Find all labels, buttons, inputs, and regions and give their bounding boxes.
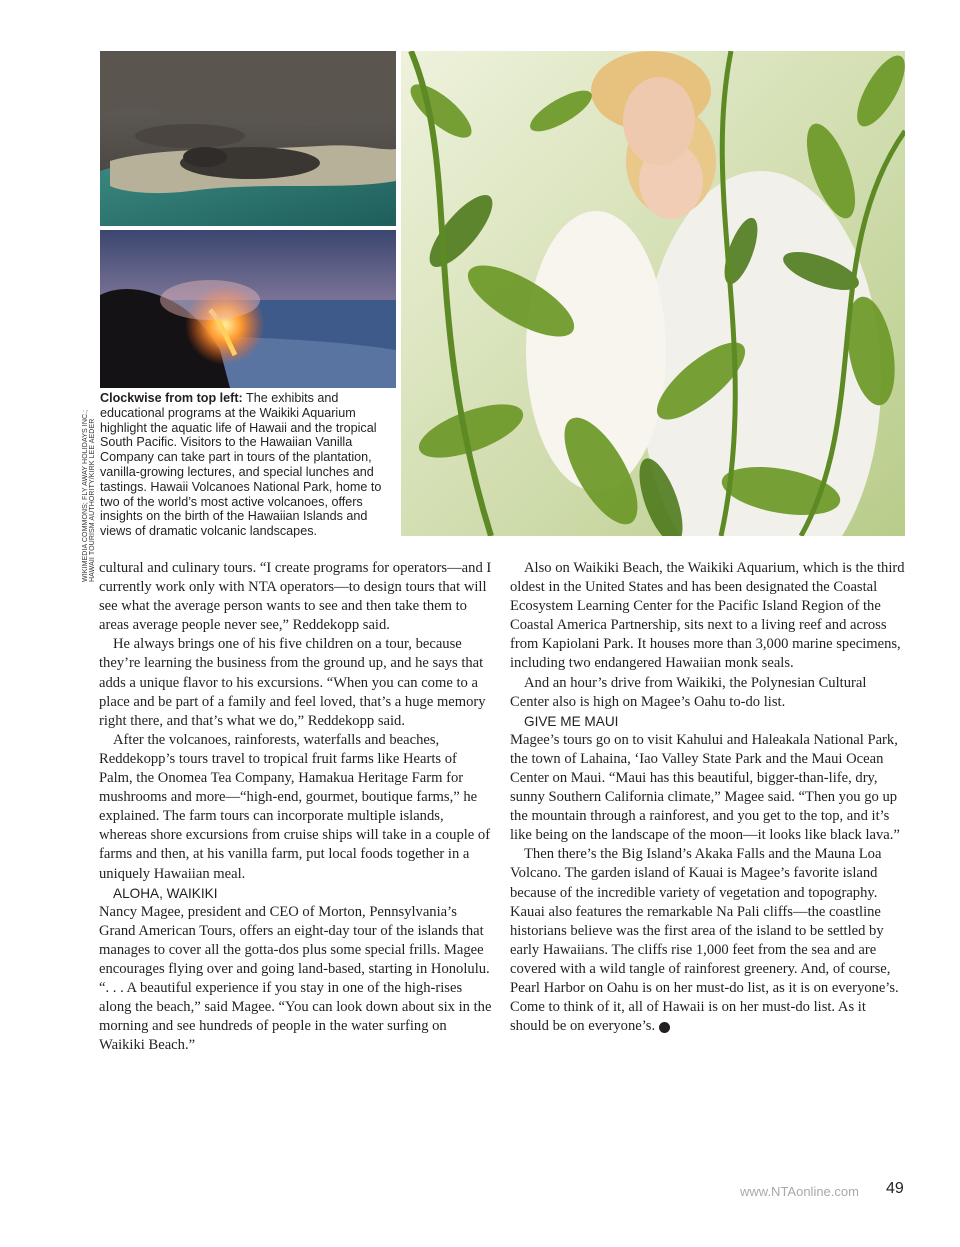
footer-url: www.NTAonline.com bbox=[740, 1184, 859, 1199]
article-column-right bbox=[510, 559, 906, 1036]
photo-credit-line-2: HAWAII TOURISM AUTHORITY/KIRK LEE AEDER bbox=[89, 418, 96, 582]
photo-aquarium-monk-seals bbox=[100, 51, 396, 226]
caption-lead: Clockwise from top left: bbox=[100, 391, 243, 405]
monk-seals-image bbox=[100, 51, 396, 226]
subhead-aloha-waikiki: ALOHA, WAIKIKI bbox=[113, 885, 218, 901]
paragraph: He always brings one of his five children on a tour, because they’re learning the business from the ground up, and he says that adds a unique flavor to his excursions. “When you can come to a place and be part of a family and feel loved, that’s a huge memory right there, and that’s what we do,” Reddekopp said. bbox=[99, 636, 486, 729]
vanilla-plantation-image bbox=[401, 51, 905, 536]
paragraph: Also on Waikiki Beach, the Waikiki Aquarium, which is the third oldest in the United States and has been designated the Coastal Ecosystem Learning Center for the Pacific Island Region of the Coastal America Partnership, sits next to a living reef and across from Kapiolani Park. It houses more than 3,000 marine specimens, including two endangered Hawaiian monk seals. bbox=[510, 560, 905, 672]
paragraph: Magee’s tours go on to visit Kahului and Haleakala National Park, the town of Lahaina, ‘Iao Valley State Park and the Maui Ocean Center on Maui. “Maui has this beautiful, bigger-than-life, dry, sunny Southern California climate,” Magee said. “Then you go up the mountain through a rainforest, and you get to the top, and it’s like being on the landscape of the moon—it looks like black lava.” bbox=[510, 731, 900, 844]
article-column-left bbox=[99, 559, 493, 1055]
caption-text: The exhibits and educational programs at the Waikiki Aquarium highlight the aquatic life of Hawaii and the tropical South Pacific. Visitors to the Hawaiian Vanilla Company can take part in tours of the plantation, vanilla-growing lectures, and special lunches and tastings. Hawaii Volcanoes National Park, home to two of the world’s most active volcanoes, offers insights on the birth of the Hawaiian Islands and views of dramatic volcanic landscapes. bbox=[100, 391, 382, 539]
photo-vanilla-plantation bbox=[401, 51, 905, 536]
photo-credit-line-1: WIKIMEDIA COMMONS; FLY AWAY HOLIDAYS INC.; bbox=[82, 409, 89, 582]
end-mark-icon: C bbox=[659, 1022, 670, 1033]
paragraph: And an hour’s drive from Waikiki, the Polynesian Cultural Center also is high on Magee’s Oahu to-do list. bbox=[510, 674, 867, 710]
final-paragraph-text: Then there’s the Big Island’s Akaka Falls and the Mauna Loa Volcano. The garden island of Kauai is Magee’s favorite island because of the incredible variety of vegetation and topography. Kauai also features the remarkable Na Pali cliffs—the coastline historians believe was the first area of the island to be settled by early Hawaiians. The cliffs rise 1,000 feet from the sea and are covered with a wild tangle of rainforest greenery. And, of course, Pearl Harbor on Oahu is on her must-do list, as it is on everyone’s. Come to think of it, all of Hawaii is on her must-do list. As it should be on everyone’s. bbox=[510, 846, 899, 1035]
paragraph: cultural and culinary tours. “I create programs for operators—and I currently work only with NTA operators—to design tours that will see what the average person wants to see and then take them to areas average people never see,” Reddekopp said. bbox=[99, 560, 492, 634]
photo-volcano-lava bbox=[100, 230, 396, 388]
photo-caption bbox=[100, 391, 396, 539]
page-number: 49 bbox=[886, 1180, 904, 1197]
photo-credit bbox=[82, 392, 96, 582]
volcano-image bbox=[100, 230, 396, 388]
subhead-give-me-maui: GIVE ME MAUI bbox=[524, 713, 619, 729]
paragraph: Nancy Magee, president and CEO of Morton, Pennsylvania’s Grand American Tours, offers an eight-day tour of the islands that manages to cover all the gotta-dos plus some special frills. Magee encourages flying over and going land-based, starting in Honolulu. “. . . A beautiful experience if you stay in one of the high-rises along the beach,” said Magee. “You can look down about six in the morning and see hundreds of people in the water surfing on Waikiki Beach.” bbox=[99, 903, 492, 1054]
paragraph: After the volcanoes, rainforests, waterfalls and beaches, Reddekopp’s tours travel to tropical fruit farms like Hearts of Palm, the Onomea Tea Company, Hamakua Heritage Farm for mushrooms and more—“high-end, gourmet, boutique farms,” he explained. The farm tours can incorporate multiple islands, whereas shore excursions from cruise ships will take in a couple of farms and then, at his vanilla farm, put local foods together in a uniquely Hawaiian meal. bbox=[99, 731, 491, 882]
paragraph-final bbox=[510, 845, 906, 1036]
